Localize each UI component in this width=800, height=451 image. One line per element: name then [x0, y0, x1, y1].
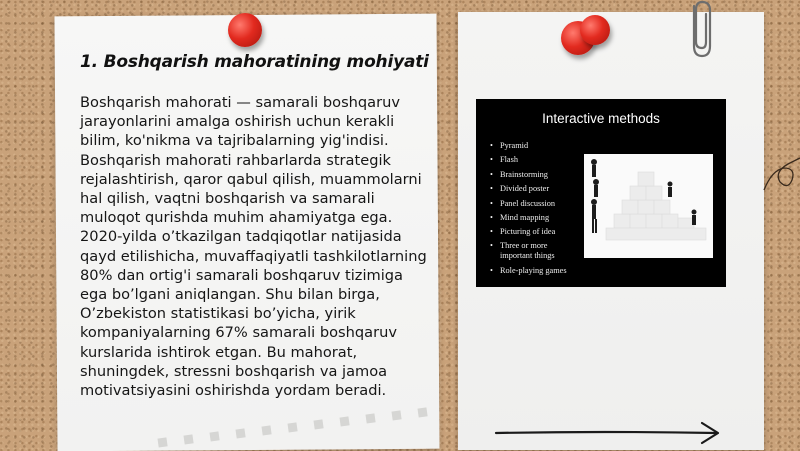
paper-clip-icon — [684, 0, 714, 62]
doodle-loop-icon — [762, 150, 800, 210]
list-item: • Role-playing games — [490, 264, 572, 278]
slide-image-interactive-methods — [476, 99, 726, 287]
arrow-right-icon — [494, 418, 726, 448]
list-item: • Picturing of idea — [490, 225, 572, 239]
list-item: • Panel discussion — [490, 197, 572, 211]
page-title: 1. Boshqarish mahoratining mohiyati — [80, 52, 429, 72]
list-item: • Divided poster — [490, 182, 572, 196]
push-pin-icon — [580, 15, 610, 45]
list-item: • Three or more important things — [490, 241, 572, 261]
puzzle-people-illustration — [584, 154, 713, 258]
torn-edge-holes — [150, 402, 450, 450]
push-pin-icon — [228, 13, 262, 47]
slide-title: Interactive methods — [542, 111, 660, 126]
slide-method-list — [490, 139, 572, 278]
list-item: • Mind mapping — [490, 211, 572, 225]
document-body-text: Boshqarish mahorati — samarali boshqaruv jarayonlarini amalga oshirish uchun kerakli bilim, ko'nikma va tajribalarning yig'indisi. Boshqarish mahorati rahbarlarda strategik rejalashtirish, qaror qabul qilish, muammolarni hal qilish, vaqtni boshqarish va samarali muloqot qurishda muhim ahamiyatga ega. 2020-yilda o’tkazilgan tadqiqotlar natijasida qayd etilishicha, muvaffaqiyatli tashkilotlarning 80% dan ortig'i samarali boshqaruv tizimiga ega bo’lgani aniqlangan. Shu bilan birga, O’zbekiston statistikasi bo’yicha, yirik kompaniyalarning 67% samarali boshqaruv kurslarida ishtirok etgan. Bu mahorat, shuningdek, stressni boshqarish va jamoa motivatsiyasini oshirishda yordam beradi. — [80, 94, 427, 400]
list-item: • Pyramid — [490, 139, 572, 153]
list-item: • Flash — [490, 153, 572, 167]
list-item: • Brainstorming — [490, 168, 572, 182]
